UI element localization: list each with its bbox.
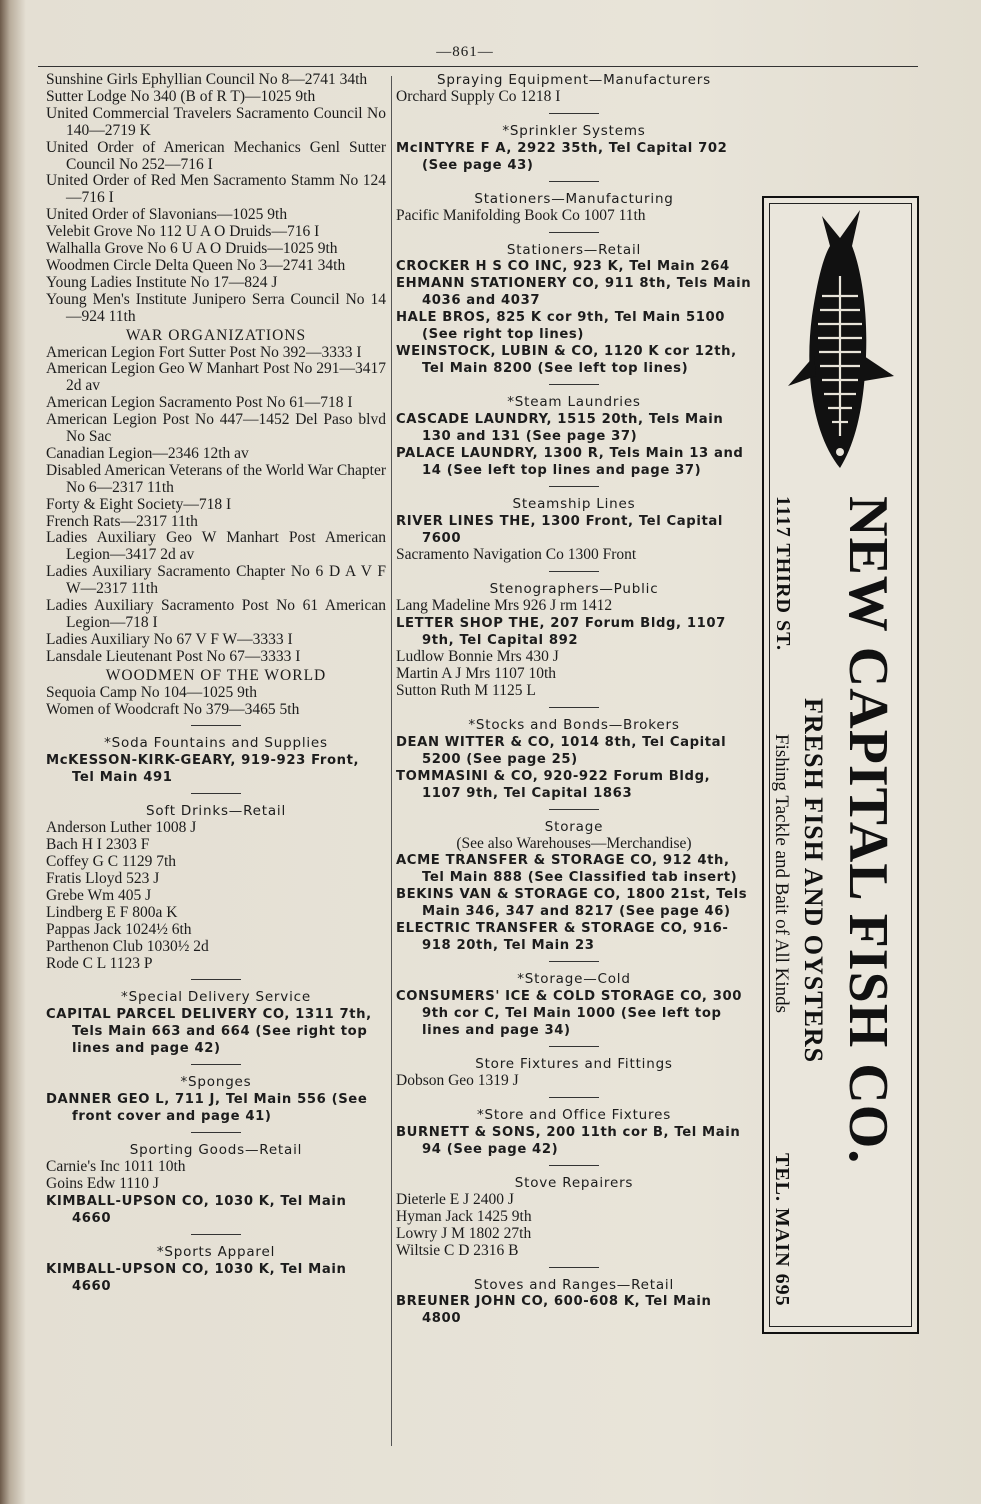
ad-telephone: TEL. MAIN 695 — [771, 1153, 793, 1307]
listing-entry: Velebit Grove No 112 U A O Druids—716 I — [46, 223, 320, 241]
listing-entry: Sunshine Girls Ephyllian Council No 8—2741 34th — [46, 71, 368, 88]
bold-listing-entry: McINTYRE F A, 2922 35th, Tel Capital 702 (See page 43) — [396, 140, 728, 173]
section-divider — [549, 1165, 599, 1166]
bold-listing-entry: CROCKER H S CO INC, 923 K, Tel Main 264 — [396, 259, 730, 275]
listing-entry: Pacific Manifolding Book Co 1007 11th — [396, 206, 646, 224]
section-heading: *Storage—Cold — [517, 971, 631, 988]
listing-entry: Orchard Supply Co 1218 I — [396, 87, 561, 105]
header-rule — [38, 66, 918, 67]
listing-entry: Martin A J Mrs 1107 10th — [396, 664, 557, 682]
section-divider — [549, 181, 599, 182]
section-heading: Stenographers—Public — [489, 581, 659, 598]
fish-skeleton-icon — [774, 206, 906, 476]
cross-reference-note: (See also Warehouses—Merchandise) — [456, 834, 692, 852]
listing-entry: Lowry J M 1802 27th — [396, 1224, 532, 1242]
listing-entry: Bach H I 2303 F — [46, 836, 150, 854]
listing-entry: Walhalla Grove No 6 U A O Druids—1025 9th — [46, 240, 338, 258]
listing-entry: Ladies Auxiliary Sacramento Post No 61 American Legion—718 I — [46, 597, 386, 631]
listing-entry: Lindberg E F 800a K — [46, 903, 178, 921]
section-divider — [549, 571, 599, 572]
section-divider — [191, 1132, 241, 1133]
section-heading: *Sports Apparel — [156, 1243, 276, 1260]
listing-entry: Sequoia Camp No 104—1025 9th — [46, 683, 257, 701]
listing-entry: Rode C L 1123 P — [46, 954, 153, 972]
bold-listing-entry: CAPITAL PARCEL DELIVERY CO, 1311 7th, Tels Main 663 and 664 (See right top lines and page 42) — [46, 1007, 372, 1057]
listing-entry: United Order of Red Men Sacramento Stamm No 124—716 I — [46, 172, 386, 207]
bold-listing-entry: EHMANN STATIONERY CO, 911 8th, Tels Main 4036 and 4037 — [396, 276, 752, 309]
bold-listing-entry: BEKINS VAN & STORAGE CO, 1800 21st, Tels Main 346, 347 and 8217 (See page 46) — [396, 887, 748, 920]
section-divider — [191, 1234, 241, 1235]
listing-entry: Forty & Eight Society—718 I — [46, 495, 232, 513]
bold-listing-entry: CONSUMERS' ICE & COLD STORAGE CO, 300 9th cor C, Tel Main 1000 (See left top lines and page 34) — [396, 989, 743, 1039]
listing-entry: Canadian Legion—2346 12th av — [46, 444, 249, 462]
section-heading: *Sprinkler Systems — [502, 122, 646, 139]
column-divider — [391, 76, 392, 1446]
ad-tagline: Fishing Tackle and Bait of All Kinds — [771, 734, 792, 1014]
listing-entry: Grebe Wm 405 J — [46, 886, 152, 904]
section-divider — [191, 979, 241, 980]
right-column — [396, 72, 752, 1327]
listing-entry: Sutter Lodge No 340 (B of R T)—1025 9th — [46, 87, 316, 105]
listing-entry: American Legion Fort Sutter Post No 392—3333 I — [46, 343, 362, 361]
bold-listing-entry: BREUNER JOHN CO, 600-608 K, Tel Main 4800 — [396, 1294, 712, 1327]
listing-entry: Lang Madeline Mrs 926 J rm 1412 — [396, 597, 613, 615]
section-heading: Stove Repairers — [514, 1175, 634, 1192]
listing-entry: Young Ladies Institute No 17—824 J — [46, 273, 278, 291]
listing-entry: Ladies Auxiliary Sacramento Chapter No 6 D A V F W—2317 11th — [46, 563, 386, 598]
bold-listing-entry: DANNER GEO L, 711 J, Tel Main 556 (See front cover and page 41) — [46, 1092, 368, 1125]
section-divider — [549, 1097, 599, 1098]
bold-listing-entry: TOMMASINI & CO, 920-922 Forum Bldg, 1107 9th, Tel Capital 1863 — [396, 768, 711, 801]
ad-address: 1117 THIRD ST. — [772, 496, 794, 651]
section-divider — [549, 809, 599, 810]
section-heading: Store Fixtures and Fittings — [475, 1056, 673, 1073]
bold-listing-entry: BURNETT & SONS, 200 11th cor B, Tel Main 94 (See page 42) — [396, 1125, 741, 1158]
listing-entry: Woodmen Circle Delta Queen No 3—2741 34th — [46, 256, 346, 274]
listing-entry: Hyman Jack 1425 9th — [396, 1207, 532, 1225]
section-heading: Stationers—Retail — [506, 241, 642, 258]
listing-entry: American Legion Sacramento Post No 61—718 I — [46, 394, 353, 412]
listing-entry: Fratis Lloyd 523 J — [46, 869, 160, 887]
listing-entry: Pappas Jack 1024½ 6th — [46, 920, 192, 938]
listing-entry: Dieterle E J 2400 J — [396, 1190, 514, 1208]
left-column — [46, 72, 386, 1295]
listing-entry: Wiltsie C D 2316 B — [396, 1241, 519, 1259]
section-heading: *Store and Office Fixtures — [476, 1107, 672, 1124]
listing-entry: American Legion Post No 447—1452 Del Paso blvd No Sac — [46, 411, 386, 446]
ad-products: FRESH FISH AND OYSTERS — [799, 698, 828, 1064]
section-heading: Stoves and Ranges—Retail — [473, 1276, 675, 1293]
listing-entry: United Order of Slavonians—1025 9th — [46, 206, 288, 224]
listing-entry: Sacramento Navigation Co 1300 Front — [396, 546, 637, 564]
listing-entry: United Order of American Mechanics Genl Sutter Council No 252—716 I — [46, 138, 386, 173]
bold-listing-entry: RIVER LINES THE, 1300 Front, Tel Capital 7600 — [396, 514, 723, 547]
section-divider — [191, 1064, 241, 1065]
section-divider — [191, 793, 241, 794]
listing-entry: Disabled American Veterans of the World War Chapter No 6—2317 11th — [46, 461, 386, 496]
bold-listing-entry: LETTER SHOP THE, 207 Forum Bldg, 1107 9th, Tel Capital 892 — [396, 615, 726, 648]
subsection-heading: WAR ORGANIZATIONS — [125, 326, 307, 344]
section-heading: Storage — [544, 818, 604, 835]
section-heading: *Steam Laundries — [507, 394, 641, 411]
section-divider — [549, 232, 599, 233]
section-heading: *Special Delivery Service — [121, 989, 311, 1006]
listing-entry: French Rats—2317 11th — [46, 512, 198, 530]
section-divider — [549, 961, 599, 962]
section-divider — [549, 113, 599, 114]
bold-listing-entry: KIMBALL-UPSON CO, 1030 K, Tel Main 4660 — [46, 1261, 347, 1294]
listing-entry: Women of Woodcraft No 379—3465 5th — [46, 700, 300, 718]
bold-listing-entry: KIMBALL-UPSON CO, 1030 K, Tel Main 4660 — [46, 1193, 347, 1226]
section-divider — [549, 486, 599, 487]
subsection-heading: WOODMEN OF THE WORLD — [105, 666, 327, 684]
bold-listing-entry: CASCADE LAUNDRY, 1515 20th, Tels Main 130 and 131 (See page 37) — [396, 412, 724, 445]
listing-entry: Dobson Geo 1319 J — [396, 1072, 519, 1090]
listing-entry: United Commercial Travelers Sacramento Council No 140—2719 K — [46, 104, 386, 139]
section-heading: *Stocks and Bonds—Brokers — [468, 716, 680, 733]
listing-entry: Coffey G C 1129 7th — [46, 853, 177, 871]
section-heading: *Sponges — [180, 1074, 252, 1091]
section-heading: Soft Drinks—Retail — [145, 803, 287, 820]
listing-entry: American Legion Geo W Manhart Post No 291—3417 2d av — [46, 360, 386, 395]
section-divider — [549, 1046, 599, 1047]
section-heading: Spraying Equipment—Manufacturers — [437, 72, 711, 88]
new-capital-fish-ad — [762, 196, 919, 1334]
section-divider — [549, 384, 599, 385]
listing-entry: Anderson Luther 1008 J — [46, 819, 197, 837]
bold-listing-entry: DEAN WITTER & CO, 1014 8th, Tel Capital 5200 (See page 25) — [396, 734, 727, 767]
section-heading: *Soda Fountains and Supplies — [104, 735, 328, 752]
listing-entry: Ludlow Bonnie Mrs 430 J — [396, 647, 559, 665]
listing-entry: Young Men's Institute Junipero Serra Council No 14—924 11th — [46, 290, 386, 325]
listing-entry: Ladies Auxiliary Geo W Manhart Post American Legion—3417 2d av — [46, 529, 386, 564]
bold-listing-entry: McKESSON-KIRK-GEARY, 919-923 Front, Tel Main 491 — [46, 753, 360, 786]
bold-listing-entry: ELECTRIC TRANSFER & STORAGE CO, 916-918 20th, Tel Main 23 — [396, 921, 729, 954]
section-divider — [549, 1267, 599, 1268]
section-heading: Sporting Goods—Retail — [129, 1142, 303, 1159]
listing-entry: Ladies Auxiliary No 67 V F W—3333 I — [46, 630, 293, 648]
section-divider — [549, 707, 599, 708]
bold-listing-entry: HALE BROS, 825 K cor 9th, Tel Main 5100 (See right top lines) — [396, 310, 726, 343]
listing-entry: Lansdale Lieutenant Post No 67—3333 I — [46, 647, 301, 665]
listing-entry: Carnie's Inc 1011 10th — [46, 1158, 186, 1176]
section-divider — [191, 725, 241, 726]
bold-listing-entry: PALACE LAUNDRY, 1300 R, Tels Main 13 and 14 (See left top lines and page 37) — [396, 446, 744, 479]
section-heading: Steamship Lines — [512, 496, 636, 513]
page-number: —861— — [436, 44, 494, 60]
ad-company-name: NEW CAPITAL FISH CO. — [837, 496, 899, 1165]
bold-listing-entry: ACME TRANSFER & STORAGE CO, 912 4th, Tel Main 888 (See Classified tab insert) — [396, 853, 738, 886]
section-heading: Stationers—Manufacturing — [474, 190, 674, 207]
listing-entry: Parthenon Club 1030½ 2d — [46, 937, 209, 955]
listing-entry: Sutton Ruth M 1125 L — [396, 681, 536, 699]
bold-listing-entry: WEINSTOCK, LUBIN & CO, 1120 K cor 12th, Tel Main 8200 (See left top lines) — [396, 344, 737, 377]
listing-entry: Goins Edw 1110 J — [46, 1175, 159, 1193]
